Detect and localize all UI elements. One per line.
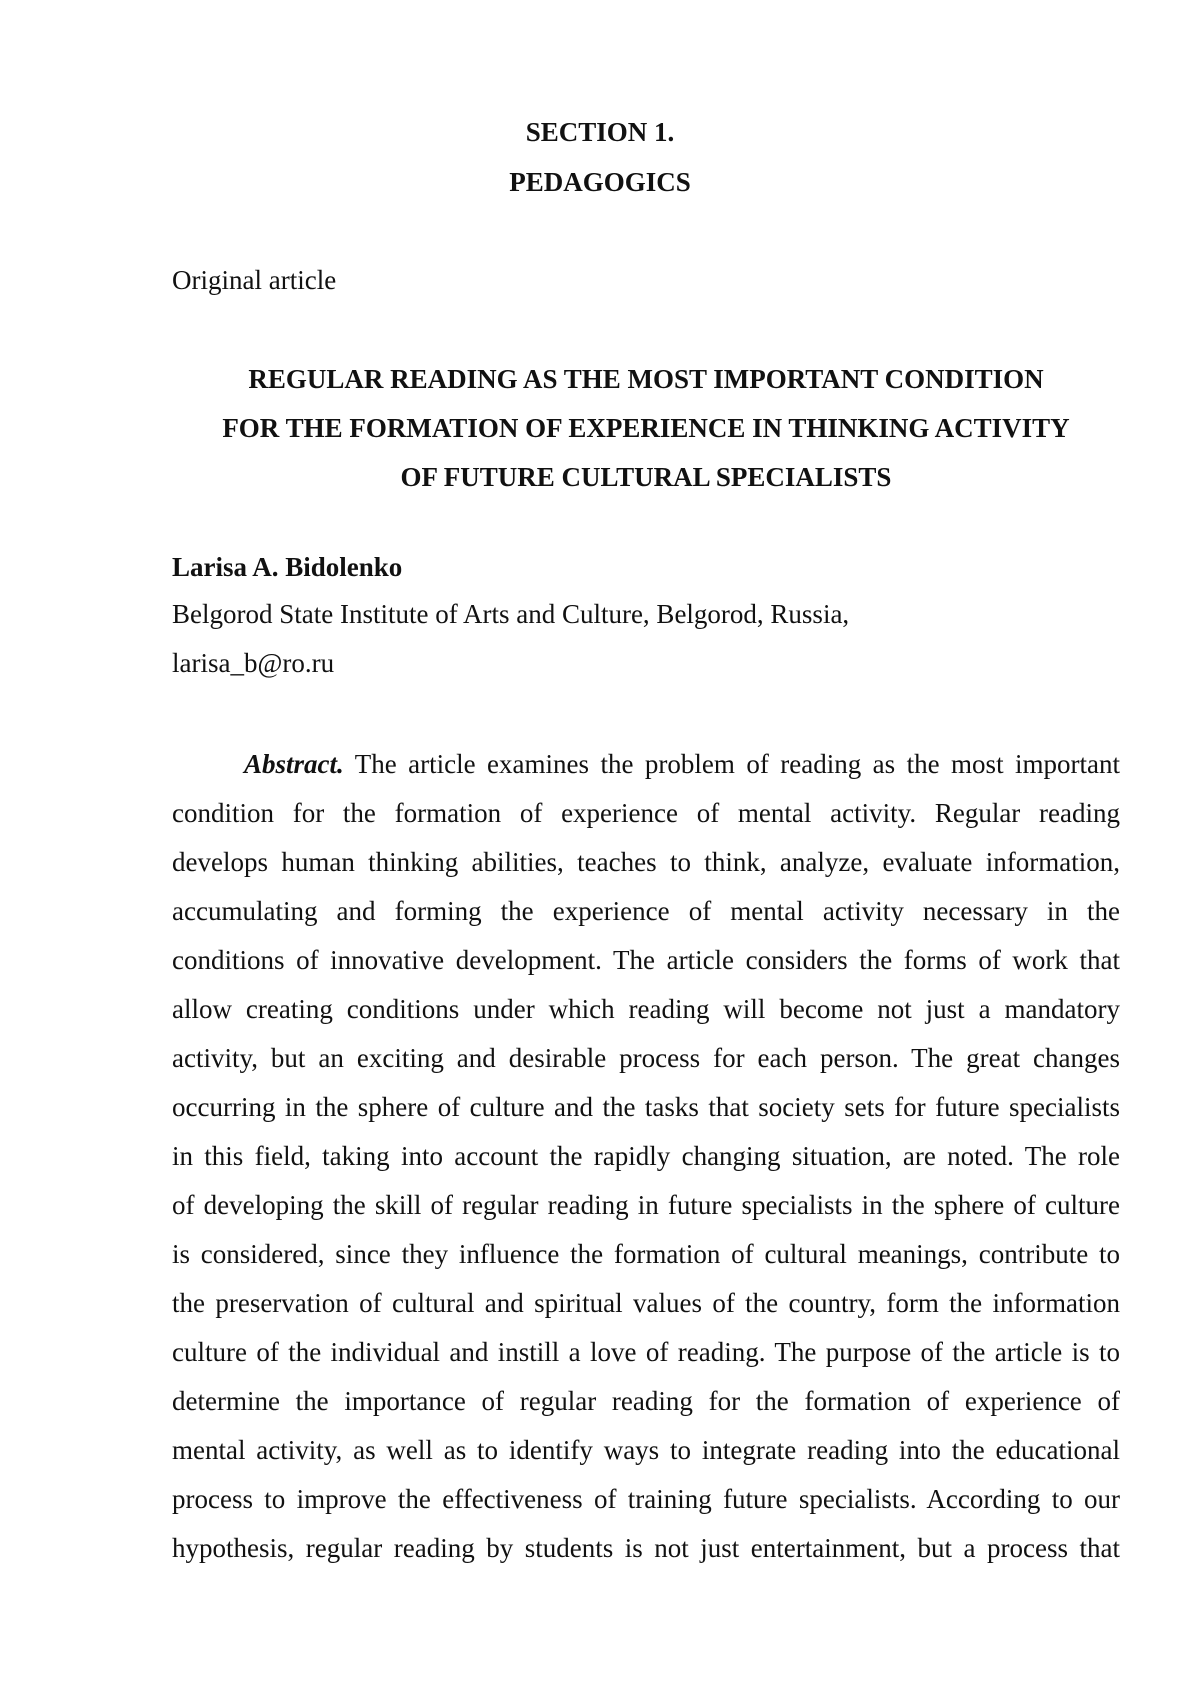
- abstract-line: culture of the individual and instill a love of reading. The purpose of the article is to: [172, 1337, 1120, 1367]
- abstract-line: the preservation of cultural and spiritual values of the country, form the information: [172, 1288, 1120, 1318]
- abstract-line: determine the importance of regular reading for the formation of experience of: [172, 1386, 1120, 1416]
- abstract-text: The article examines the problem of reading as the most important: [343, 749, 1120, 779]
- author-name: Larisa A. Bidolenko: [172, 552, 403, 582]
- article-title: [172, 355, 1120, 502]
- abstract-line: allow creating conditions under which reading will become not just a mandatory: [172, 994, 1120, 1024]
- author-affiliation: Belgorod State Institute of Arts and Culture, Belgorod, Russia,: [172, 599, 850, 629]
- abstract-line: condition for the formation of experience of mental activity. Regular reading: [172, 798, 1120, 828]
- abstract-line: of developing the skill of regular reading in future specialists in the sphere of culture: [172, 1190, 1120, 1220]
- title-line: OF FUTURE CULTURAL SPECIALISTS: [400, 462, 892, 492]
- abstract-line: [172, 740, 1120, 789]
- article-type: Original article: [172, 265, 337, 295]
- abstract: [172, 740, 1120, 1573]
- abstract-line: in this field, taking into account the rapidly changing situation, are noted. The role: [172, 1141, 1120, 1171]
- section-number: SECTION 1.: [525, 117, 675, 147]
- abstract-line: activity, but an exciting and desirable process for each person. The great changes: [172, 1043, 1120, 1073]
- abstract-line: process to improve the effectiveness of training future specialists. According to our: [172, 1484, 1120, 1514]
- title-line: FOR THE FORMATION OF EXPERIENCE IN THINKING ACTIVITY: [222, 413, 1070, 443]
- abstract-line: mental activity, as well as to identify ways to integrate reading into the educational: [172, 1435, 1120, 1465]
- abstract-line: occurring in the sphere of culture and the tasks that society sets for future specialists: [172, 1092, 1120, 1122]
- abstract-line: conditions of innovative development. The article considers the forms of work that: [172, 945, 1120, 975]
- abstract-line: accumulating and forming the experience of mental activity necessary in the: [172, 896, 1120, 926]
- title-line: REGULAR READING AS THE MOST IMPORTANT CONDITION: [248, 364, 1044, 394]
- abstract-line: develops human thinking abilities, teaches to think, analyze, evaluate information,: [172, 847, 1120, 877]
- author-email: larisa_b@ro.ru: [172, 648, 335, 678]
- abstract-line: is considered, since they influence the formation of cultural meanings, contribute to: [172, 1239, 1120, 1269]
- abstract-line: hypothesis, regular reading by students is not just entertainment, but a process that: [172, 1533, 1120, 1563]
- abstract-label: Abstract.: [244, 749, 344, 779]
- section-name: PEDAGOGICS: [509, 167, 691, 197]
